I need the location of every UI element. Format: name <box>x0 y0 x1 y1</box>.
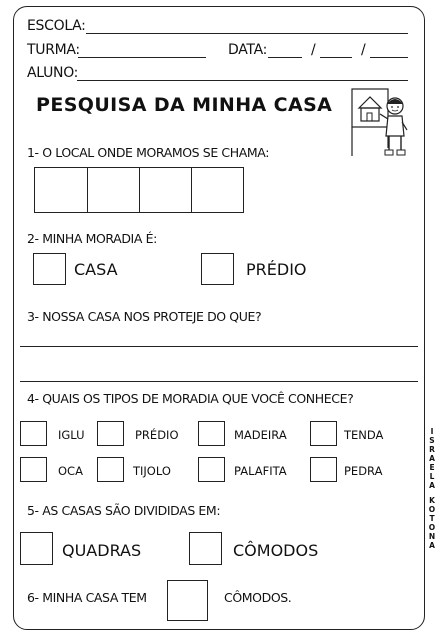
checkbox-palafita[interactable] <box>198 457 225 482</box>
side-letter: K <box>429 496 435 505</box>
checkbox-pedra[interactable] <box>310 457 337 482</box>
date-separator: / <box>361 42 366 58</box>
school-field[interactable] <box>86 33 408 34</box>
answer-box-3[interactable] <box>139 167 192 213</box>
side-letter: L <box>429 472 435 481</box>
checkbox-madeira[interactable] <box>198 421 225 446</box>
date-separator: / <box>311 42 316 58</box>
checkbox-tenda[interactable] <box>310 421 337 446</box>
date-year-field[interactable] <box>370 57 408 58</box>
date-month-field[interactable] <box>320 57 352 58</box>
answer-box-1[interactable] <box>34 167 88 213</box>
student-label: ALUNO: <box>27 65 79 81</box>
rooms-count-box[interactable] <box>167 580 208 621</box>
question-6-prefix: 6- MINHA CASA TEM <box>27 590 147 605</box>
option-label: PEDRA <box>344 464 383 478</box>
checkbox-tijolo[interactable] <box>97 457 124 482</box>
answer-line-2[interactable] <box>20 381 418 382</box>
class-label: TURMA: <box>27 42 80 58</box>
child-drawing-house-icon <box>350 86 414 160</box>
checkbox-oca[interactable] <box>20 457 47 482</box>
class-field[interactable] <box>78 57 206 58</box>
option-label: MADEIRA <box>234 428 287 442</box>
side-letter: T <box>429 514 435 523</box>
question-6-suffix: CÔMODOS. <box>224 590 292 605</box>
side-letter: A <box>429 541 435 550</box>
side-letter: O <box>428 505 436 514</box>
side-credit <box>427 427 437 550</box>
question-5: 5- AS CASAS SÃO DIVIDIDAS EM: <box>27 503 221 518</box>
page-title: PESQUISA DA MINHA CASA <box>36 94 333 116</box>
checkbox-iglu[interactable] <box>20 421 47 446</box>
option-label: QUADRAS <box>62 541 142 560</box>
checkbox-comodos[interactable] <box>189 532 222 565</box>
side-letter: S <box>429 436 435 445</box>
checkbox-predio[interactable] <box>201 253 234 285</box>
answer-box-2[interactable] <box>87 167 140 213</box>
checkbox-quadras[interactable] <box>20 532 53 565</box>
checkbox-predio[interactable] <box>97 421 124 446</box>
side-letter: A <box>429 454 435 463</box>
side-letter: I <box>430 427 434 436</box>
date-day-field[interactable] <box>268 57 302 58</box>
option-label: CÔMODOS <box>233 541 319 560</box>
answer-line-1[interactable] <box>20 346 418 347</box>
student-field[interactable] <box>77 80 408 81</box>
question-2: 2- MINHA MORADIA É: <box>27 231 157 246</box>
option-label: OCA <box>58 464 83 478</box>
answer-box-4[interactable] <box>191 167 244 213</box>
option-label: IGLU <box>58 428 85 442</box>
option-label: PRÉDIO <box>246 260 307 279</box>
side-letter: R <box>429 445 435 454</box>
question-4: 4- QUAIS OS TIPOS DE MORADIA QUE VOCÊ CONHECE? <box>27 391 354 406</box>
date-label: DATA: <box>228 42 268 58</box>
side-letter: A <box>429 481 435 490</box>
option-label: PRÉDIO <box>135 428 179 442</box>
question-1: 1- O LOCAL ONDE MORAMOS SE CHAMA: <box>27 145 270 160</box>
option-label: TENDA <box>344 428 384 442</box>
side-letter: O <box>428 523 436 532</box>
school-label: ESCOLA: <box>27 18 86 34</box>
side-letter: E <box>429 463 435 472</box>
option-label: PALAFITA <box>234 464 287 478</box>
option-label: CASA <box>74 260 118 279</box>
side-letter: N <box>428 532 436 541</box>
checkbox-casa[interactable] <box>33 253 66 285</box>
question-3: 3- NOSSA CASA NOS PROTEJE DO QUE? <box>27 309 262 324</box>
option-label: TIJOLO <box>133 464 171 478</box>
